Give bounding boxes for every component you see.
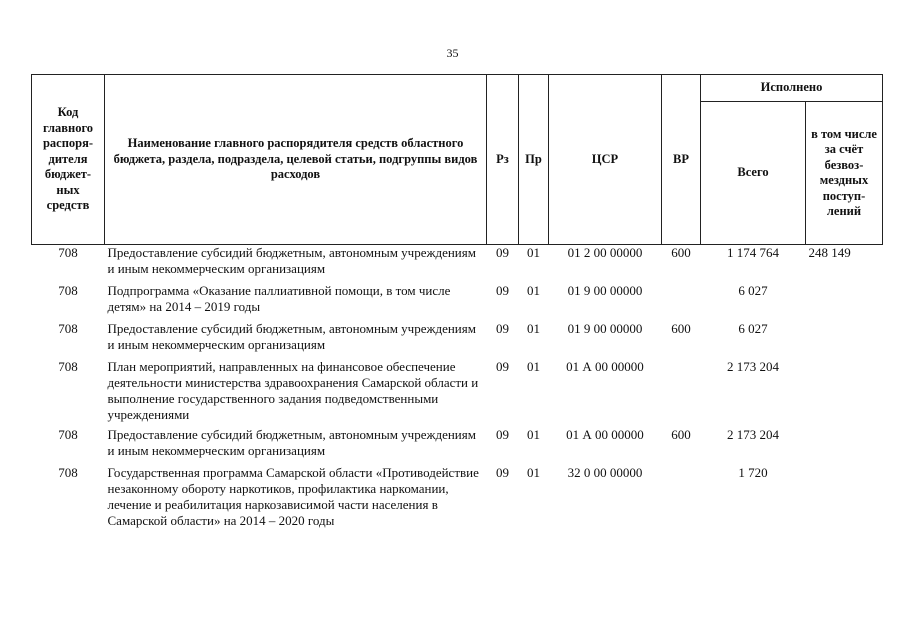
cell-name: Предоставление субсидий бюджетным, автономным учреждениям и иным некоммерческим организациям (107, 321, 476, 352)
cell-total: 6 027 (738, 283, 768, 298)
table-body (32, 245, 883, 534)
cell-code: 708 (58, 359, 78, 374)
cell-csr: 01 А 00 00000 (566, 427, 644, 442)
header-csr: ЦСР (549, 75, 662, 245)
table-row (32, 281, 883, 319)
table-row (32, 245, 883, 282)
cell-rz: 09 (496, 427, 509, 442)
cell-pr: 01 (527, 359, 540, 374)
cell-name: Подпрограмма «Оказание паллиативной помощи, в том числе детям» на 2014 – 2019 годы (107, 283, 451, 314)
cell-csr: 01 9 00 00000 (567, 321, 643, 336)
cell-code: 708 (58, 465, 78, 480)
cell-csr: 01 А 00 00000 (566, 359, 644, 374)
cell-total: 1 720 (738, 465, 768, 480)
cell-vr (662, 463, 701, 533)
cell-total: 1 174 764 (727, 245, 779, 260)
cell-pr: 01 (527, 283, 540, 298)
cell-free (806, 463, 883, 533)
page-number: 35 (446, 46, 459, 60)
cell-total: 6 027 (738, 321, 768, 336)
cell-name: Предоставление субсидий бюджетным, автономным учреждениям и иным некоммерческим организациям (107, 245, 476, 276)
cell-name: План мероприятий, направленных на финансовое обеспечение деятельности министерства здравоохранения Самарской области и выполнение государственного задания подведомственными учреждениями (107, 359, 479, 422)
cell-rz: 09 (496, 359, 509, 374)
cell-code: 708 (58, 321, 78, 336)
cell-vr (662, 357, 701, 427)
cell-vr: 600 (671, 245, 691, 260)
cell-free (806, 427, 883, 463)
cell-pr: 01 (527, 465, 540, 480)
header-rz: Рз (487, 75, 519, 245)
cell-vr (662, 281, 701, 319)
cell-free: 248 149 (808, 245, 851, 260)
cell-total: 2 173 204 (727, 359, 779, 374)
header-code: Код главного распоря-дителя бюджет-ных средств (32, 75, 105, 245)
cell-vr: 600 (671, 321, 691, 336)
header-executed: Исполнено (701, 75, 883, 102)
budget-table (31, 74, 883, 533)
cell-code: 708 (58, 427, 78, 442)
table-row (32, 463, 883, 533)
cell-rz: 09 (496, 321, 509, 336)
cell-pr: 01 (527, 321, 540, 336)
cell-pr: 01 (527, 427, 540, 442)
header-total: Всего (701, 102, 806, 245)
table-header (32, 75, 883, 245)
table-row (32, 319, 883, 357)
cell-name: Государственная программа Самарской области «Противодействие незаконному обороту наркотиков, профилактика наркомании, лечение и реабилитация наркозависимой части населения в Самарской области» на 2014 – 2020 годы (107, 465, 479, 528)
cell-csr: 01 2 00 00000 (567, 245, 643, 260)
cell-csr: 32 0 00 00000 (567, 465, 643, 480)
cell-rz: 09 (496, 465, 509, 480)
cell-free (806, 319, 883, 357)
cell-rz: 09 (496, 245, 509, 260)
cell-pr: 01 (527, 245, 540, 260)
cell-code: 708 (58, 245, 78, 260)
header-pr: Пр (519, 75, 549, 245)
table-row (32, 427, 883, 463)
header-free: в том числе за счёт безвоз-мездных поступ-лений (806, 102, 883, 245)
header-name: Наименование главного распорядителя средств областного бюджета, раздела, подраздела, целевой статьи, подгруппы видов расходов (105, 75, 487, 245)
cell-free (806, 281, 883, 319)
cell-rz: 09 (496, 283, 509, 298)
header-vr: ВР (662, 75, 701, 245)
cell-total: 2 173 204 (727, 427, 779, 442)
cell-vr: 600 (671, 427, 691, 442)
table-row (32, 357, 883, 427)
cell-csr: 01 9 00 00000 (567, 283, 643, 298)
cell-free (806, 357, 883, 427)
cell-name: Предоставление субсидий бюджетным, автономным учреждениям и иным некоммерческим организациям (107, 427, 476, 458)
cell-code: 708 (58, 283, 78, 298)
